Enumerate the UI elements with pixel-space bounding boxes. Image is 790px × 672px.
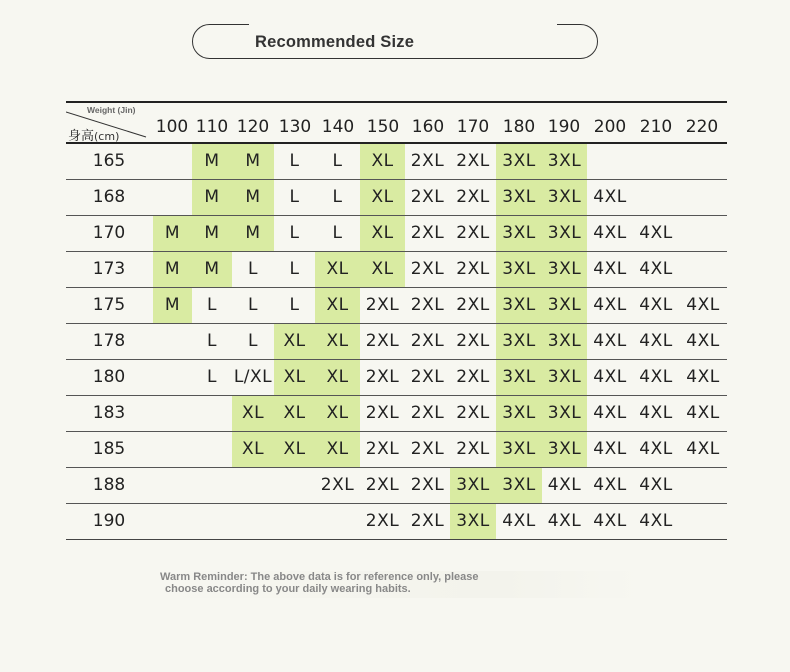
size-cell: 2XL xyxy=(365,439,400,459)
size-cell: 4XL xyxy=(639,259,673,279)
size-cell: 3XL xyxy=(496,216,542,251)
size-cell xyxy=(153,504,192,539)
size-cell: L xyxy=(207,331,217,351)
size-cell: M xyxy=(192,252,232,287)
size-cell: 3XL xyxy=(542,360,587,395)
size-cell xyxy=(633,144,679,179)
size-cell: XL xyxy=(274,396,315,431)
size-cell: XL xyxy=(274,360,315,395)
size-cell: 4XL xyxy=(686,331,720,351)
size-cell xyxy=(153,324,192,359)
size-cell: 2XL xyxy=(456,295,490,315)
size-cell: 3XL xyxy=(496,468,542,503)
weight-axis-label: Weight (Jin) xyxy=(87,105,136,115)
size-cell xyxy=(633,180,679,215)
height-label: 173 xyxy=(92,259,126,279)
size-cell xyxy=(587,144,633,179)
size-cell xyxy=(153,180,192,215)
size-cell: 4XL xyxy=(686,439,720,459)
weight-header-160: 160 xyxy=(411,117,445,137)
size-cell xyxy=(153,432,192,467)
size-cell: M xyxy=(153,288,192,323)
size-cell: 4XL xyxy=(686,403,720,423)
size-cell: 3XL xyxy=(496,144,542,179)
size-cell: L xyxy=(248,331,258,351)
size-cell: 4XL xyxy=(593,223,627,243)
table-row xyxy=(66,504,727,540)
size-cell: XL xyxy=(274,432,315,467)
size-cell: 3XL xyxy=(496,432,542,467)
size-cell: 3XL xyxy=(542,432,587,467)
size-cell: XL xyxy=(315,360,360,395)
size-cell xyxy=(192,396,232,431)
size-cell: M xyxy=(192,180,232,215)
size-cell: 3XL xyxy=(496,180,542,215)
height-axis-label: 身高(cm) xyxy=(68,129,120,144)
height-label: 188 xyxy=(92,475,126,495)
size-cell: 2XL xyxy=(365,331,400,351)
size-cell: 2XL xyxy=(456,223,490,243)
height-label: 178 xyxy=(92,331,126,351)
size-cell: 4XL xyxy=(593,187,627,207)
table-row xyxy=(66,432,727,468)
table-body xyxy=(66,144,727,540)
size-cell: 2XL xyxy=(365,511,400,531)
size-cell: M xyxy=(153,216,192,251)
size-cell: 3XL xyxy=(542,396,587,431)
size-cell: L xyxy=(248,259,258,279)
size-cell: 4XL xyxy=(593,403,627,423)
size-cell xyxy=(192,468,232,503)
size-cell: 2XL xyxy=(320,475,355,495)
table-row xyxy=(66,144,727,180)
size-cell: L xyxy=(207,295,217,315)
size-cell xyxy=(192,504,232,539)
size-cell xyxy=(679,216,727,251)
size-cell: 3XL xyxy=(496,252,542,287)
size-cell: 3XL xyxy=(496,324,542,359)
size-cell: 4XL xyxy=(593,439,627,459)
size-cell: 2XL xyxy=(410,439,445,459)
weight-header-120: 120 xyxy=(236,117,270,137)
table-row xyxy=(66,468,727,504)
size-cell xyxy=(153,360,192,395)
size-cell: 2XL xyxy=(410,367,445,387)
weight-header-210: 210 xyxy=(639,117,673,137)
size-cell: XL xyxy=(232,432,274,467)
size-cell: 3XL xyxy=(542,252,587,287)
size-cell: 2XL xyxy=(365,403,400,423)
height-label: 170 xyxy=(92,223,126,243)
size-cell: 4XL xyxy=(593,511,627,531)
size-cell: XL xyxy=(232,396,274,431)
warm-reminder xyxy=(160,571,640,598)
size-cell: 3XL xyxy=(542,216,587,251)
size-cell: 4XL xyxy=(639,367,673,387)
size-cell: XL xyxy=(360,252,405,287)
size-cell: 2XL xyxy=(456,403,490,423)
size-cell: 2XL xyxy=(410,331,445,351)
size-cell: M xyxy=(232,216,274,251)
size-cell: 4XL xyxy=(547,475,582,495)
height-label: 165 xyxy=(92,151,126,171)
size-cell: 2XL xyxy=(410,187,445,207)
size-cell xyxy=(274,504,315,539)
size-cell: 2XL xyxy=(365,367,400,387)
weight-header-140: 140 xyxy=(321,117,355,137)
size-cell: 2XL xyxy=(456,187,490,207)
table-row xyxy=(66,252,727,288)
size-cell: XL xyxy=(315,432,360,467)
size-cell: 4XL xyxy=(639,403,673,423)
size-cell xyxy=(153,396,192,431)
height-label: 180 xyxy=(92,367,126,387)
size-cell: 3XL xyxy=(542,324,587,359)
size-chart-table xyxy=(66,101,727,540)
size-cell xyxy=(153,144,192,179)
height-label: 168 xyxy=(92,187,126,207)
corner-cell xyxy=(66,103,152,142)
size-cell: 4XL xyxy=(593,295,627,315)
size-cell: XL xyxy=(360,216,405,251)
size-cell: 4XL xyxy=(639,439,673,459)
size-cell: M xyxy=(192,216,232,251)
size-cell: L xyxy=(332,223,343,243)
size-cell: L xyxy=(248,295,258,315)
size-cell: 3XL xyxy=(542,288,587,323)
weight-header-200: 200 xyxy=(593,117,627,137)
size-cell: L xyxy=(289,187,300,207)
size-cell: 4XL xyxy=(593,331,627,351)
size-cell: 4XL xyxy=(686,295,720,315)
table-row xyxy=(66,360,727,396)
size-cell: L/XL xyxy=(233,367,273,387)
size-cell xyxy=(679,468,727,503)
size-cell: L xyxy=(207,367,217,387)
weight-header-180: 180 xyxy=(502,117,536,137)
table-row xyxy=(66,288,727,324)
size-cell: XL xyxy=(274,324,315,359)
size-cell xyxy=(315,504,360,539)
size-cell: 2XL xyxy=(410,259,445,279)
size-cell: 2XL xyxy=(410,511,445,531)
size-cell: L xyxy=(289,151,300,171)
size-cell: 2XL xyxy=(365,475,400,495)
size-cell: 3XL xyxy=(450,504,496,539)
size-cell: 2XL xyxy=(410,475,445,495)
table-row xyxy=(66,216,727,252)
weight-header-220: 220 xyxy=(685,117,719,137)
size-cell: 2XL xyxy=(410,403,445,423)
size-cell: L xyxy=(332,151,343,171)
size-cell xyxy=(679,252,727,287)
table-row xyxy=(66,324,727,360)
size-cell: 4XL xyxy=(639,475,673,495)
weight-header-100: 100 xyxy=(155,117,189,137)
size-cell: 4XL xyxy=(593,367,627,387)
size-cell: L xyxy=(289,259,300,279)
weight-header-170: 170 xyxy=(456,117,490,137)
size-cell xyxy=(232,468,274,503)
size-cell: 3XL xyxy=(542,144,587,179)
size-cell: XL xyxy=(360,144,405,179)
size-cell xyxy=(153,468,192,503)
size-cell: 2XL xyxy=(456,331,490,351)
size-cell: XL xyxy=(315,288,360,323)
size-cell: 2XL xyxy=(410,223,445,243)
height-label: 183 xyxy=(92,403,126,423)
size-cell: L xyxy=(289,223,300,243)
page-title: Recommended Size xyxy=(255,33,415,51)
weight-header-110: 110 xyxy=(195,117,229,137)
size-cell xyxy=(679,144,727,179)
size-cell: 2XL xyxy=(456,367,490,387)
size-cell: XL xyxy=(360,180,405,215)
size-cell: 2XL xyxy=(456,151,490,171)
size-cell: 3XL xyxy=(496,360,542,395)
size-cell: 3XL xyxy=(496,396,542,431)
size-cell: 2XL xyxy=(410,151,445,171)
size-cell: 3XL xyxy=(450,468,496,503)
size-cell xyxy=(192,432,232,467)
size-cell: 2XL xyxy=(410,295,445,315)
table-row xyxy=(66,396,727,432)
reminder-line-2: choose according to your daily wearing habits. xyxy=(165,583,411,595)
size-cell: 4XL xyxy=(686,367,720,387)
size-cell: 4XL xyxy=(639,223,673,243)
size-cell xyxy=(274,468,315,503)
size-cell: 4XL xyxy=(639,295,673,315)
height-label: 185 xyxy=(92,439,126,459)
size-cell: M xyxy=(192,144,232,179)
size-cell: 4XL xyxy=(502,511,536,531)
size-cell: L xyxy=(332,187,343,207)
size-cell: L xyxy=(289,295,300,315)
weight-header-130: 130 xyxy=(278,117,312,137)
weight-header-190: 190 xyxy=(547,117,581,137)
size-cell: 2XL xyxy=(456,259,490,279)
size-cell: XL xyxy=(315,324,360,359)
size-cell: 3XL xyxy=(496,288,542,323)
size-cell xyxy=(679,504,727,539)
reminder-line-1: Warm Reminder: The above data is for reference only, please xyxy=(160,571,479,583)
size-cell: M xyxy=(232,144,274,179)
size-cell: M xyxy=(232,180,274,215)
table-header-row xyxy=(66,103,727,144)
title-box xyxy=(192,24,598,59)
size-cell: 4XL xyxy=(639,511,673,531)
size-cell: 4XL xyxy=(547,511,582,531)
size-cell: XL xyxy=(315,252,360,287)
size-cell: M xyxy=(153,252,192,287)
size-cell: 2XL xyxy=(456,439,490,459)
table-row xyxy=(66,180,727,216)
size-cell xyxy=(679,180,727,215)
weight-header-150: 150 xyxy=(366,117,400,137)
size-cell: 3XL xyxy=(542,180,587,215)
size-cell: 2XL xyxy=(365,295,400,315)
size-cell: 4XL xyxy=(593,259,627,279)
size-cell xyxy=(232,504,274,539)
height-label: 190 xyxy=(92,511,126,531)
size-cell: 4XL xyxy=(593,475,627,495)
height-label: 175 xyxy=(92,295,126,315)
size-cell: XL xyxy=(315,396,360,431)
size-cell: 4XL xyxy=(639,331,673,351)
